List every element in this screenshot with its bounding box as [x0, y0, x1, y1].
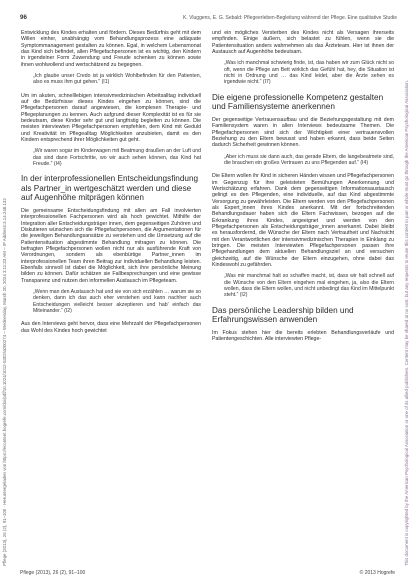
- right-column: [212, 30, 394, 348]
- paragraph: Die Eltern wollen ihr Kind in sicheren Händen wissen und Pflegefachpersonen im Gegenzug für ihre geleisteten Bemühungen Anerkennung und Wertschätzung erfahren. Dank dem gegenseitigen Informationsaustausch gelingt es den Pflegenden, eine individuelle, auf das Kind abgestimmte Versorgung zu gewährleisten. Die Eltern werden von den Pflegefachpersonen als Expert_innen ihres Kindes anerkannt. Mit der fortschreitenden Behandlungsdauer haben sich die Eltern Fachwissen, bezogen auf die Erkrankung ihres Kindes, angeeignet und werden von den Pflegefachpersonen als Entscheidungsträger_innen anerkannt. Dabei bleibt es herausfordernd, die Wünsche der Eltern nach Vertrautheit und Nachsicht mit den Verantwortlichen der intensivmedizinischen Therapien in Einklang zu bringen. Die meisten Interviewten Pflegefachpersonen passen ihre Pflegehandlungen dem aktuellen Behandlungsziel an und versuchen gleichzeitig, auf die Wünsche der Eltern einzugehen, ohne dabei das Kindeswohl zu gefährden.: [212, 173, 394, 269]
- download-notice-text: Pflege (2013), 26 (2), 91–100 · Heruntergeladen von https://econtent.hogrefe.com/doi/pdf/10.1024/1012-5302/a000274 – Wednesday, March 20, 2024 3:11:33 AM – IP Address:3.14.248.132: [2, 198, 7, 566]
- interview-quote: „Was mir manchmal halt so schaffen macht, ist, dass wir halt schnell auf die Wünsche von den Eltern eingehen mal eingehen, ja, also die Eltern wollen, dass die Eltern wollen, und nicht unbedingt das Kind im Mittelpunkt steht.“ (I2): [224, 273, 394, 299]
- left-column: [21, 30, 201, 339]
- paragraph: Die gemeinsame Entscheidungsfindung mit allen am Fall involvierten interprofessionellen Fachpersonen wird als hoch gewichtet. Mithilfe der Integration aller Entscheidungsträger innen, dem gegenseitigen Zuhören und Diskutieren wünschen sich die Pflegefachpersonen, die Argumentationen für die jeweiligen Behandlungsansätze zu verstehen und die Umsetzung auf die Patientensituation abgestimmte Behandlung mitragen zu können. Die befragten Pflegefachpersonen wollen nicht nur als ausführende Kraft von Verordnungen, sondern als ebenbürtige Partner_innen im interprofessionellen Team ihren Beitrag zur individuellen Behandlung leisten. Ebenfalls sinnvoll ist dabei die Möglichkeit, sich ihre persönliche Meinung bilden zu können. Dafür schätzen sie Fallbesprechungen und eine gewisse Transparenz und nutzen den informellen Austausch im Pflegeteam.: [21, 207, 201, 284]
- page-header: [20, 14, 397, 24]
- running-title: K. Vluggens, E. G. Sebald: Pflegeerleben-Begleitung während der Pflege. Eine qualitative Studie: [182, 15, 397, 21]
- interview-quote: „Ich glaube unser Credo ist ja wirklich Wohlbefinden für den Patienten, also es muss ihm gut gehen.“ (I1): [33, 73, 201, 86]
- copyright-notice-text: This document is copyrighted by the American Psychological Association or one of its allied publishers. Content may be shared at no cost, but any requests to reuse this content in part or whole must go through the American Psychological Association.: [404, 80, 409, 566]
- download-notice-strip: [2, 8, 9, 568]
- paragraph: und ein mögliches Versterben des Kindes nicht als Versagen ihrerseits empfinden. Einige äußern, sich belastet zu fühlen, wenn sie die Patientensituation anders wahrnehmen als das Ärzteteam. Hier ist ihnen der Austausch auf Augenhöhe bedeutsam.: [212, 30, 394, 56]
- footer-copyright: © 2013 Hogrefe: [359, 570, 395, 576]
- interview-quote: „Wenn man den Austausch hat und sie von sich erzählen … warum sie so denken, dann ich das auch eher verstehen und kann nachher auch Entscheidungen vielleicht besser akzeptieren und hab' einfach das Miteinander.“ (I2): [33, 289, 201, 314]
- paragraph: Entwicklung des Kindes erhalten und fördern. Dieses Bedürfnis geht mit dem Willen einher, unabhängig vom Behandlungsprozess eine adäquate Symptommanagement gestalten zu können. Egal, in welchem Lebensmonat das Kind sich befindet, allen Pflegefachpersonen ist es wichtig, den Kindern in irgendeiner Form Zuwendung und Freude schenken zu können sowie ihnen wohlwollend und wertschätzend zu begegnen.: [21, 30, 201, 68]
- paragraph: Aus den Interviews geht hervor, dass eine Mehrzahl der Pflegefachpersonen das Wohl des Kindes hoch gewichtet: [21, 321, 201, 334]
- interview-quote: „Wir waren sogar im Kinderwagen mit Beatmung draußen an der Luft und das sind dann Fortschritte, wo wir auch sehen können, das Kind hat Freude.“ (I4): [33, 148, 201, 167]
- section-heading: In der interprofessionellen Entscheidungsfindung als Partner_in wertgeschätzt werden und diese auf Augenhöhe mitprägen können: [21, 174, 199, 202]
- paragraph: Um im akuten, schnelllebigen intensivmedizinischen Arbeitsalltag individuell auf die Bedürfnisse dieses Kindes eingehen zu können, sind die Pflegefachpersonen darauf angewiesen, die komplexen Therapie- und Pflegeplanungen zu kennen. Auch aufgrund dieser Komplexität ist es für sie bedeutsam, diese Kinder sehr gut und langfristig begleiten zu können. Die meisten interviewten Pflegefachpersonen empfehlen, dem Kind mit Geduld und Kreativität im Pflegealltag Möglichkeiten anzubieten, damit es den Kindern entsprechend ihrer Möglichkeiten gut geht.: [21, 92, 201, 144]
- section-heading: Das persönliche Leadership bilden und Erfahrungswissen anwenden: [212, 305, 354, 324]
- section-heading: Die eigene professionelle Kompetenz gestalten und Familiensysteme anerkennen: [212, 92, 384, 111]
- interview-quote: „Aber ich muss sie dann auch, das gerade Eltern, die langebeatmete sind, die brauchen ein großes Vertrauen zu uns Pflegenden auf.“ (I4): [224, 153, 394, 166]
- paragraph: Im Fokus stehen hier die bereits erlebten Behandlungsverläufe und Patientengeschichten. Alle interviewten Pflege-: [212, 330, 394, 343]
- interview-quote: „Was ich manchmal schwierig finde, ist, das haben wir zum Glück nicht so oft, wenn die Pflege am Bett wirklich das Gefühl hat, hey, die Situation ist nicht in Ordnung und … das Kind leidet, aber die Ärzte sehen es irgendwie nicht.“ (I7): [224, 60, 394, 86]
- footer-citation: Pflege (2013), 26 (2), 91–100: [20, 570, 86, 576]
- page-number: 96: [20, 14, 27, 21]
- paragraph: Der gegenseitige Vertrauensaufbau und die Beziehungsgestaltung mit dem Familiensystem waren in allen Interviews bedeutsame Themen. Die Pflegefachpersonen sind sich der Wichtigkeit einer vertrauensvollen Beziehung zu den Eltern bewusst und haben erkannt, dass beide Seiten dadurch Sicherheit gewinnen können.: [212, 116, 394, 149]
- copyright-notice-strip: [404, 8, 411, 568]
